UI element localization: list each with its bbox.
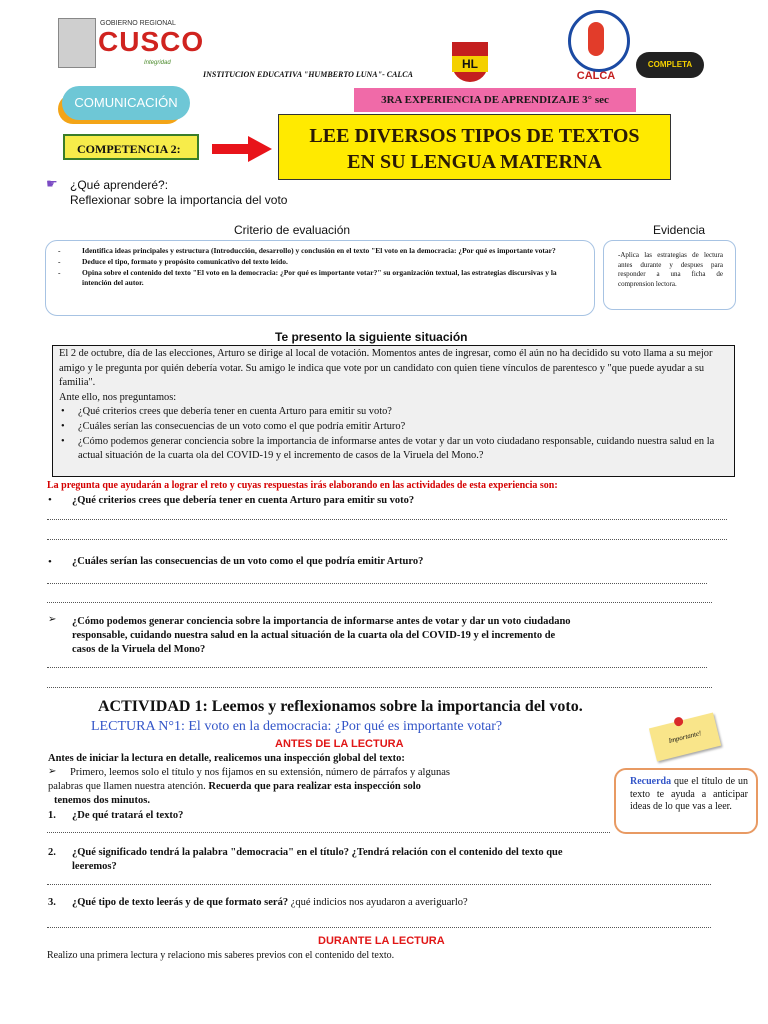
page-title [278,114,671,180]
criteria-item: - Identifica ideas principales y estructura (Introducción, desarrollo) y conclusión en el texto "El voto en la democracia: ¿Por qué es importante votar? [58,246,584,256]
situation-paragraph: El 2 de octubre, día de las elecciones, Arturo se dirige al local de votación. Momentos antes de ingresar, como él aún no ha decidido su voto llama a su mejor amigo y le pregunta por quién debería votar. Su amigo le indica que vote por un candidato con quien tiene vínculos de parentesco y "que puede ayudar a su familia". [59,348,713,389]
situation-question: • ¿Qué criterios crees que debería tener en cuenta Arturo para emitir su voto? [59,405,728,420]
answer-line[interactable] [47,927,711,928]
situation-question: • ¿Cuáles serían las consecuencias de un voto como el que podría emitir Arturo? [59,420,728,435]
learn-question: ¿Qué aprenderé?: [70,178,169,192]
answer-line[interactable] [47,539,727,540]
logo-ugel-label: CALCA [576,70,616,82]
bullet-icon: • [48,494,52,506]
answer-line[interactable] [47,519,727,520]
sticky-note-text: Importante! [667,729,703,745]
logo-cusco-tag: Integridad [144,60,171,66]
before-step-line-2a: palabras que llamen nuestra atención. [48,781,209,792]
situation-question: • ¿Cómo podemos generar conciencia sobre la importancia de informarse antes de votar y dar un voto ciudadano responsable, cuidando nuestra salud en la actual situación de la cuarta ola del COVID-19 y el incremento de casos de la Viruela del Mono.? [59,435,728,464]
answer-line[interactable] [47,687,712,688]
activity-question-2-line-2: leeremos? [72,861,117,872]
criteria-box [45,240,595,316]
learn-answer: Reflexionar sobre la importancia del voto [70,193,288,207]
criteria-item: - Deduce el tipo, formato y propósito comunicativo del texto leído. [58,257,584,267]
activity-question-3a: ¿Qué tipo de texto leerás y de que formato será? [72,897,291,908]
arrow-right-icon [212,136,272,162]
situation-lead: Ante ello, nos preguntamos: [59,391,177,403]
activity-question-1: ¿De qué tratará el texto? [72,810,184,821]
situation-heading: Te presento la siguiente situación [275,330,468,344]
challenge-question-3-line-1: ¿Cómo podemos generar conciencia sobre la importancia de informarse antes de votar y dar un voto ciudadano [72,616,571,627]
criteria-heading: Criterio de evaluación [234,223,351,237]
challenge-question-1: ¿Qué criterios crees que debería tener en cuenta Arturo para emitir su voto? [72,495,415,506]
during-reading-text: Realizo una primera lectura y relaciono mis saberes previos con el contenido del texto. [47,950,395,961]
situation-box [52,345,735,477]
logo-completa [636,52,704,78]
logo-completa-text: COMPLETA [647,60,693,69]
logo-cusco-top: GOBIERNO REGIONAL [100,20,176,27]
question-number: 2. [48,847,56,858]
ugel-flame-icon [588,22,604,56]
before-step-line-2b: Recuerda que para realizar esta inspección solo [208,781,421,792]
challenge-question-3-line-2: responsable, cuidando nuestra salud en la actual situación de la cuarta ola del COVID-19 y el incremento de [72,630,556,641]
challenge-question-2: ¿Cuáles serían las consecuencias de un voto como el que podría emitir Arturo? [72,556,424,567]
sticky-note [649,713,721,762]
answer-line[interactable] [47,583,707,584]
during-reading-heading: DURANTE LA LECTURA [318,935,445,947]
answer-line[interactable] [47,884,711,885]
activity-question-2-line-1: ¿Qué significado tendrá la palabra "democracia" en el título? ¿Tendrá relación con el contenido del texto que [72,847,563,858]
logo-ugel [560,10,632,84]
competence-label: COMPETENCIA 2: [63,134,199,160]
bullet-icon: • [48,556,52,568]
reading-title: LECTURA N°1: El voto en la democracia: ¿Por qué es importante votar? [91,719,503,734]
coat-of-arms-icon [58,18,96,68]
logo-hl-text: HL [452,56,488,72]
experience-banner: 3RA EXPERIENCIA DE APRENDIZAJE 3° sec [354,88,636,112]
title-line-2: EN SU LENGUA MATERNA [347,151,602,173]
challenge-note: La pregunta que ayudarán a lograr el reto y cuyas respuestas irás elaborando en las actividades de esta experiencia son: [47,480,558,491]
answer-line[interactable] [47,832,610,833]
title-line-1: LEE DIVERSOS TIPOS DE TEXTOS [309,125,640,147]
before-step-line-1: Primero, leemos solo el título y nos fijamos en su extensión, número de párrafos y algunas [70,767,450,778]
before-reading-intro: Antes de iniciar la lectura en detalle, realicemos una inspección global del texto: [48,753,405,764]
question-number: 1. [48,810,56,821]
area-badge: COMUNICACIÓN [62,86,190,120]
activity-heading: ACTIVIDAD 1: Leemos y reflexionamos sobre la importancia del voto. [98,698,583,715]
before-reading-heading: ANTES DE LA LECTURA [275,738,404,750]
before-step-line-3: tenemos dos minutos. [54,795,150,806]
reminder-text: que el título de un texto te ayuda a anticipar ideas de lo que vas a leer. [630,776,748,812]
arrow-bullet-icon: ➢ [48,766,57,777]
logo-cusco-word: CUSCO [98,26,205,57]
hand-point-icon: ☛ [46,176,58,191]
answer-line[interactable] [47,667,707,668]
activity-question-3 [72,897,468,908]
challenge-question-3-line-3: casos de la Viruela del Mono? [72,644,206,655]
logo-gobierno-regional-cusco [58,18,205,70]
question-number: 3. [48,897,56,908]
arrow-bullet-icon: ➢ [48,614,57,625]
logo-hl [448,42,492,86]
criteria-item: - Opina sobre el contenido del texto "El voto en la democracia: ¿Por qué es importante votar?" su organización textual, las estrategias discursivas y la intención del autor. [58,268,584,288]
before-step-line-2 [48,781,421,792]
institution-name: INSTITUCION EDUCATIVA "HUMBERTO LUNA"- CALCA [203,70,413,79]
reminder-keyword: Recuerda [630,776,672,787]
evidence-heading: Evidencia [653,223,706,237]
reminder-box [614,768,758,834]
answer-line[interactable] [47,602,712,603]
evidence-box: -Aplica las estrategias de lectura antes durante y despues para responder a una ficha de comprension lectora. [603,240,736,310]
activity-question-3b: ¿qué indicios nos ayudaron a averiguarlo? [290,897,468,908]
